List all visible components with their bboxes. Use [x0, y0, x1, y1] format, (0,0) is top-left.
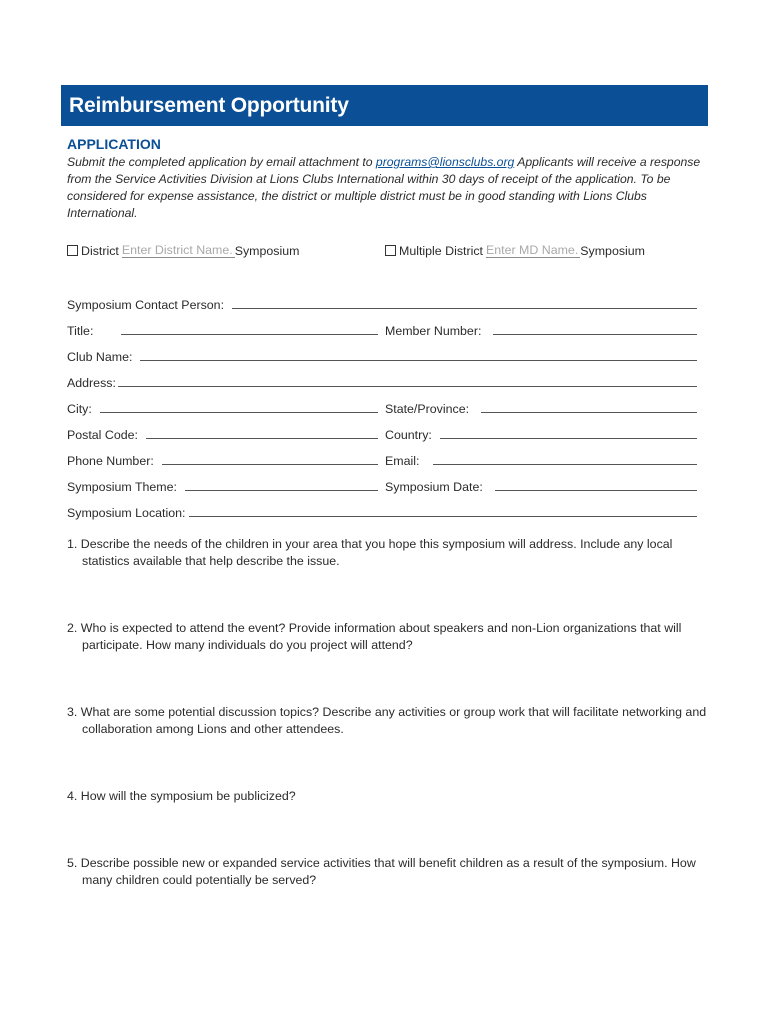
contact-person-field — [67, 294, 697, 312]
question-1: 1. Describe the needs of the children in your area that you hope this symposium will address. Include any local statistics available that help describe the issue. — [67, 537, 673, 568]
club-name-field — [67, 346, 697, 364]
question-3: 3. What are some potential discussion topics? Describe any activities or group work that will facilitate networking and collaboration among Lions and other attendees. — [67, 705, 707, 736]
country-input[interactable] — [440, 437, 697, 439]
district-checkbox[interactable] — [67, 245, 78, 256]
address-label: Address: — [67, 376, 116, 390]
state-province-label: State/Province: — [385, 402, 470, 416]
phone-number-input[interactable] — [162, 463, 378, 465]
question-5: 5. Describe possible new or expanded service activities that will benefit children as a result of the symposium. How many children could potentially be served? — [67, 856, 696, 887]
symposium-date-input[interactable] — [495, 489, 697, 491]
district-option — [67, 243, 299, 258]
symposium-date-label: Symposium Date: — [385, 480, 483, 494]
symposium-theme-label: Symposium Theme: — [67, 480, 177, 494]
email-link[interactable]: programs@lionsclubs.org — [375, 155, 515, 169]
phone-number-field — [67, 450, 378, 468]
club-name-input[interactable] — [140, 359, 697, 361]
postal-code-input[interactable] — [146, 437, 378, 439]
page-title: Reimbursement Opportunity — [69, 94, 349, 117]
question-4: 4. How will the symposium be publicized? — [67, 789, 296, 803]
symposium-location-input[interactable] — [189, 515, 697, 517]
state-province-input[interactable] — [481, 411, 697, 413]
contact-person-input[interactable] — [232, 307, 697, 309]
member-number-input[interactable] — [493, 333, 697, 335]
email-field — [385, 450, 697, 468]
symposium-location-label: Symposium Location: — [67, 506, 186, 520]
page-title-banner — [61, 85, 708, 126]
symposium-location-field — [67, 502, 697, 520]
country-label: Country: — [385, 428, 432, 442]
email-label: Email: — [385, 454, 420, 468]
symposium-theme-input[interactable] — [185, 489, 378, 491]
multiple-district-option — [385, 243, 645, 258]
title-label: Title: — [67, 324, 94, 338]
city-input[interactable] — [100, 411, 378, 413]
multiple-district-checkbox[interactable] — [385, 245, 396, 256]
md-name-input[interactable]: Enter MD Name. — [486, 243, 579, 257]
club-name-label: Club Name: — [67, 350, 133, 364]
district-name-input[interactable]: Enter District Name. — [121, 243, 233, 257]
question-2: 2. Who is expected to attend the event? Provide information about speakers and non-Lion organizations that will participate. How many individuals do you project will attend? — [67, 621, 682, 652]
application-instructions — [67, 154, 707, 222]
instructions-text-end: Applicants will receive a response from the Service Activities Division at Lions Clubs International within 30 days of receipt of the application. To be considered for expense assistance, the district or multiple district must be in good standing with Lions Clubs International. — [67, 155, 701, 220]
city-field — [67, 398, 378, 416]
contact-person-label: Symposium Contact Person: — [67, 298, 225, 312]
phone-number-label: Phone Number: — [67, 454, 154, 468]
member-number-label: Member Number: — [385, 324, 482, 338]
symposium-date-field — [385, 476, 697, 494]
address-field — [67, 372, 697, 390]
district-label: District — [81, 243, 119, 258]
title-input[interactable] — [121, 333, 378, 335]
instructions-text-start: Submit the completed application by email attachment to — [67, 155, 376, 169]
symposium-theme-field — [67, 476, 378, 494]
postal-code-field — [67, 424, 378, 442]
email-input[interactable] — [433, 463, 697, 465]
city-label: City: — [67, 402, 92, 416]
district-symposium-label: Symposium — [234, 243, 300, 258]
md-symposium-label: Symposium — [580, 243, 645, 258]
application-heading: APPLICATION — [67, 136, 161, 152]
title-field — [67, 320, 378, 338]
multiple-district-label: Multiple District — [399, 243, 483, 258]
address-input[interactable] — [118, 385, 697, 387]
country-field — [385, 424, 697, 442]
member-number-field — [385, 320, 697, 338]
postal-code-label: Postal Code: — [67, 428, 138, 442]
state-province-field — [385, 398, 697, 416]
